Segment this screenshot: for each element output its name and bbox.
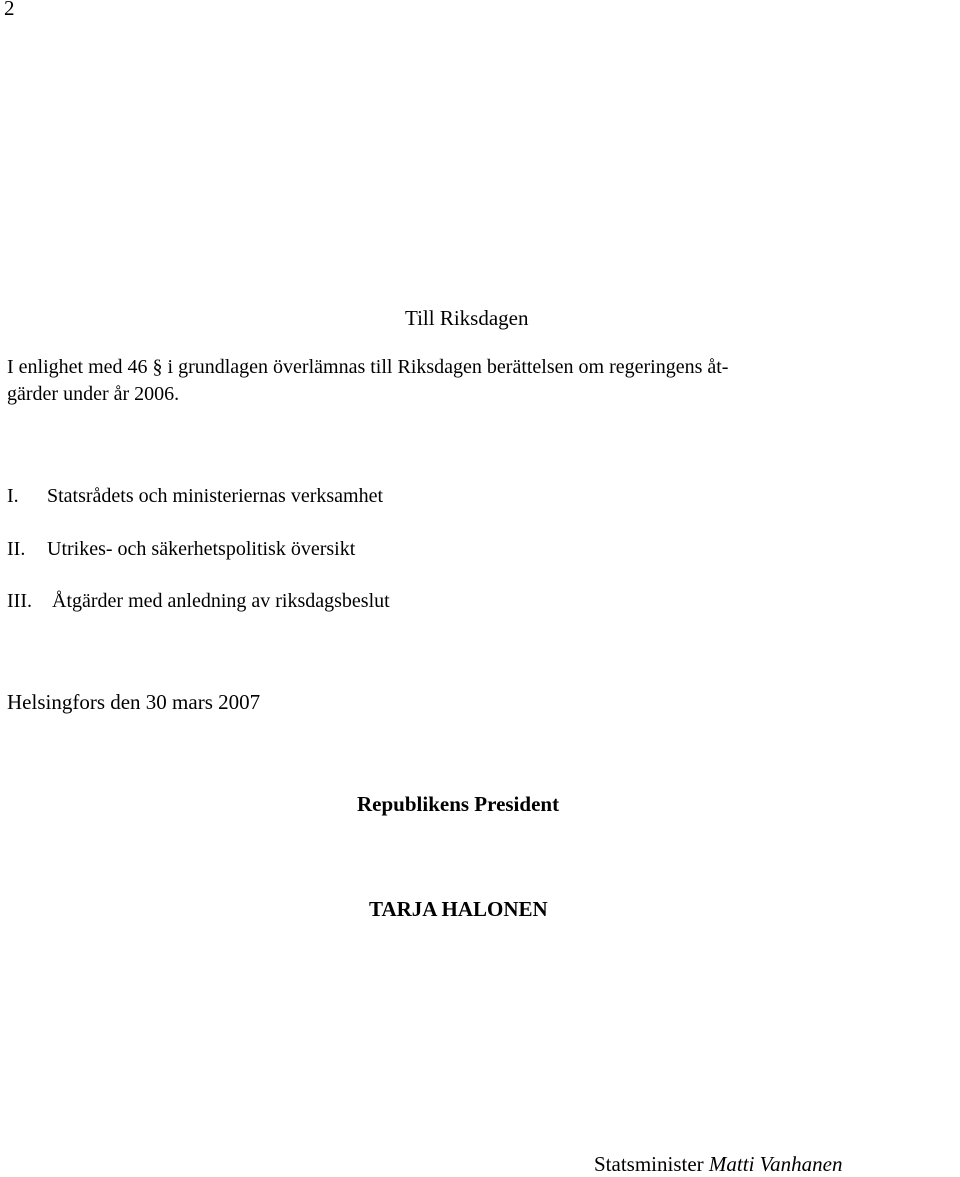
place-and-date: Helsingfors den 30 mars 2007: [7, 690, 261, 714]
paragraph-text-end: i grundlagen överlämnas till Riksdagen berättelsen om regeringens åt-: [162, 356, 729, 378]
section-symbol: §: [152, 356, 163, 378]
prime-minister-role: Statsminister: [594, 1152, 704, 1176]
contents-numeral: III.: [7, 590, 32, 612]
paragraph-line-2: gärder under år 2006.: [7, 383, 180, 405]
contents-item: [0, 537, 700, 563]
prime-minister-signature: [594, 1152, 843, 1177]
contents-title: Utrikes- och säkerhetspolitisk översikt: [47, 538, 356, 560]
president-name: TARJA HALONEN: [369, 897, 548, 921]
contents-numeral: I.: [7, 485, 19, 507]
contents-numeral: II.: [7, 538, 26, 560]
prime-minister-name: Matti Vanhanen: [708, 1152, 843, 1176]
paragraph-line-1: [7, 355, 728, 379]
president-title: Republikens President: [357, 792, 560, 816]
contents-title: Statsrådets och ministeriernas verksamhet: [47, 485, 384, 507]
contents-item: [0, 484, 700, 510]
page-number: 2: [4, 0, 15, 20]
contents-item: [0, 589, 700, 615]
document-heading: Till Riksdagen: [405, 306, 529, 330]
paragraph-text-start: I enlighet med 46: [7, 356, 153, 378]
contents-title: Åtgärder med anledning av riksdagsbeslut: [52, 590, 390, 612]
